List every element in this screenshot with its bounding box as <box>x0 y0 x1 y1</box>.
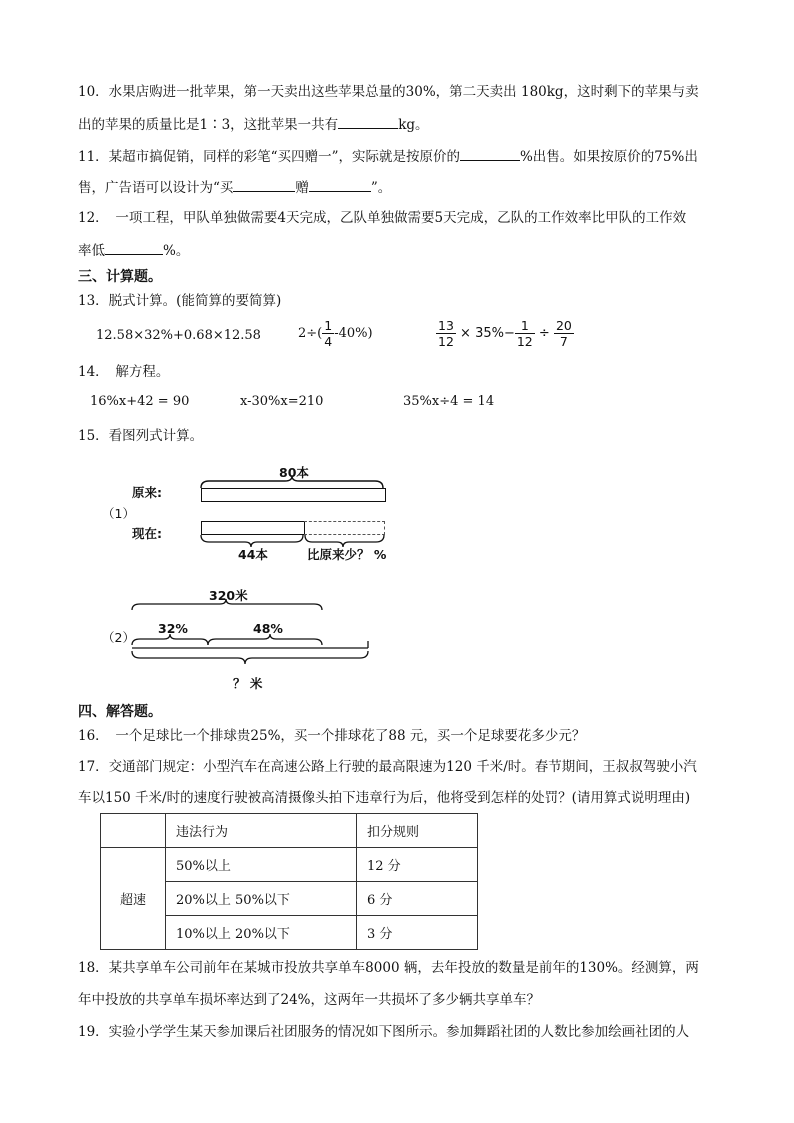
q11-answer-blank-3[interactable] <box>309 177 371 192</box>
table-cell-points: 12 分 <box>357 848 478 882</box>
q12-line1: 12． 一项工程，甲队单独做需要4天完成，乙队单独做需要5天完成，乙队的工作效率比甲队的工作效 <box>78 210 687 226</box>
numerator: 20 <box>555 318 572 333</box>
diagram2-part1-label: 32% <box>158 621 188 636</box>
q10-line2 <box>78 114 429 135</box>
diagram2-top-brace <box>128 598 328 614</box>
divide-sign: ÷ <box>538 326 550 341</box>
diagram1-reduced-label: 比原来少？ % <box>307 547 387 562</box>
diagram2-part2-label: 48% <box>253 621 283 636</box>
table-cell-behavior: 50%以上 <box>166 848 357 882</box>
diagram1-before-label: 原来: <box>132 485 162 500</box>
fraction <box>554 318 574 349</box>
numerator: 13 <box>438 318 454 333</box>
q12-answer-blank[interactable] <box>105 240 163 255</box>
table-category-speeding: 超速 <box>101 848 166 950</box>
q11-line1 <box>78 146 698 167</box>
q12-unit: %。 <box>163 243 190 259</box>
q11-text-a: 11．某超市搞促销，同样的彩笔“买四赠一”，实际就是按原价的 <box>78 149 460 165</box>
fraction <box>515 318 535 349</box>
table-cell-behavior: 20%以上 50%以下 <box>166 882 357 916</box>
q10-answer-blank[interactable] <box>338 114 398 129</box>
q13-expr-3 <box>436 318 574 349</box>
q11-text-d: 赠 <box>295 180 309 196</box>
q13-title: 13．脱式计算。(能简算的要简算) <box>78 293 282 309</box>
q14-eq-1: 16%x+42 = 90 <box>90 394 190 409</box>
q10-line1: 10．水果店购进一批苹果，第一天卖出这些苹果总量的30%，第二天卖出 180kg，这时剩下的苹果与卖 <box>78 84 699 100</box>
section-heading-4: 四、解答题。 <box>78 704 162 720</box>
denominator: 12 <box>516 334 533 349</box>
q16-text: 16． 一个足球比一个排球贵25%，买一个排球花了88 元，买一个足球要花多少元？ <box>78 728 586 744</box>
section-heading-3: 三、计算题。 <box>78 269 162 285</box>
expr2-pre: 2÷( <box>298 326 323 341</box>
q11-text-c: 售，广告语可以设计为“买 <box>78 180 234 196</box>
numerator: 1 <box>515 318 535 334</box>
table-cell-behavior: 10%以上 20%以下 <box>166 916 357 950</box>
q11-text-b: %出售。如果按原价的75%出 <box>519 149 698 165</box>
q13-expr-2 <box>298 318 373 349</box>
expr3-mid: × 35%− <box>460 326 515 341</box>
q18-line2: 年中投放的共享单车损坏率达到了24%，这两年一共损坏了多少辆共享单车？ <box>78 992 541 1008</box>
diagram1-current-label: 44本 <box>238 547 268 562</box>
table-row <box>101 848 478 882</box>
q11-answer-blank-1[interactable] <box>460 146 520 161</box>
table-cell-points: 3 分 <box>357 916 478 950</box>
diagram2-number: （2） <box>102 630 135 645</box>
diagram1-number: （1） <box>102 506 135 521</box>
fraction <box>322 318 334 349</box>
q17-line2: 车以150 千米/时的速度行驶被高清摄像头拍下违章行为后，他将受到怎样的处罚？(请用算式说明理由) <box>78 790 691 806</box>
q12-line2 <box>78 240 189 261</box>
q14-title: 14． 解方程。 <box>78 364 170 380</box>
diagram2-unknown-label: ？ 米 <box>233 676 263 691</box>
q14-eq-3: 35%x÷4 = 14 <box>403 394 495 409</box>
denominator: 7 <box>559 334 568 349</box>
denominator: 12 <box>438 334 454 349</box>
fraction <box>436 318 456 349</box>
diagram1-total-label: 80本 <box>279 465 309 480</box>
q10-unit: kg。 <box>398 117 429 133</box>
numerator: 1 <box>324 318 333 333</box>
q12-text: 率低 <box>78 243 105 259</box>
penalty-table <box>100 813 478 950</box>
diagram2-total-label: 320米 <box>209 588 248 603</box>
table-header-blank <box>101 814 166 848</box>
diagram1-now-label: 现在: <box>132 526 162 541</box>
q17-line1: 17．交通部门规定：小型汽车在高速公路上行驶的最高限速为120 千米/时。春节期间，王叔叔驾驶小汽 <box>78 759 697 775</box>
q14-eq-2: x-30%x=210 <box>240 394 324 409</box>
denominator: 4 <box>324 334 333 349</box>
diagram2-segments <box>128 629 378 673</box>
q11-answer-blank-2[interactable] <box>233 177 295 192</box>
table-header-points: 扣分规则 <box>357 814 478 848</box>
diagram1-original-bar <box>201 488 386 502</box>
q15-title: 15．看图列式计算。 <box>78 428 204 444</box>
table-header-behavior: 违法行为 <box>166 814 357 848</box>
q19-line1: 19．实验小学学生某天参加课后社团服务的情况如下图所示。参加舞蹈社团的人数比参加绘画社团的人 <box>78 1024 690 1040</box>
q13-expr-1: 12.58×32%+0.68×12.58 <box>96 328 261 343</box>
q11-text-e: ”。 <box>370 180 392 196</box>
q10-text: 出的苹果的质量比是1∶3，这批苹果一共有 <box>78 117 339 133</box>
table-header-row <box>101 814 478 848</box>
q18-line1: 18．某共享单车公司前年在某城市投放共享单车8000 辆，去年投放的数量是前年的130%。经测算，两 <box>78 960 699 976</box>
table-cell-points: 6 分 <box>357 882 478 916</box>
q11-line2 <box>78 177 391 198</box>
expr2-post: -40%) <box>334 326 373 341</box>
